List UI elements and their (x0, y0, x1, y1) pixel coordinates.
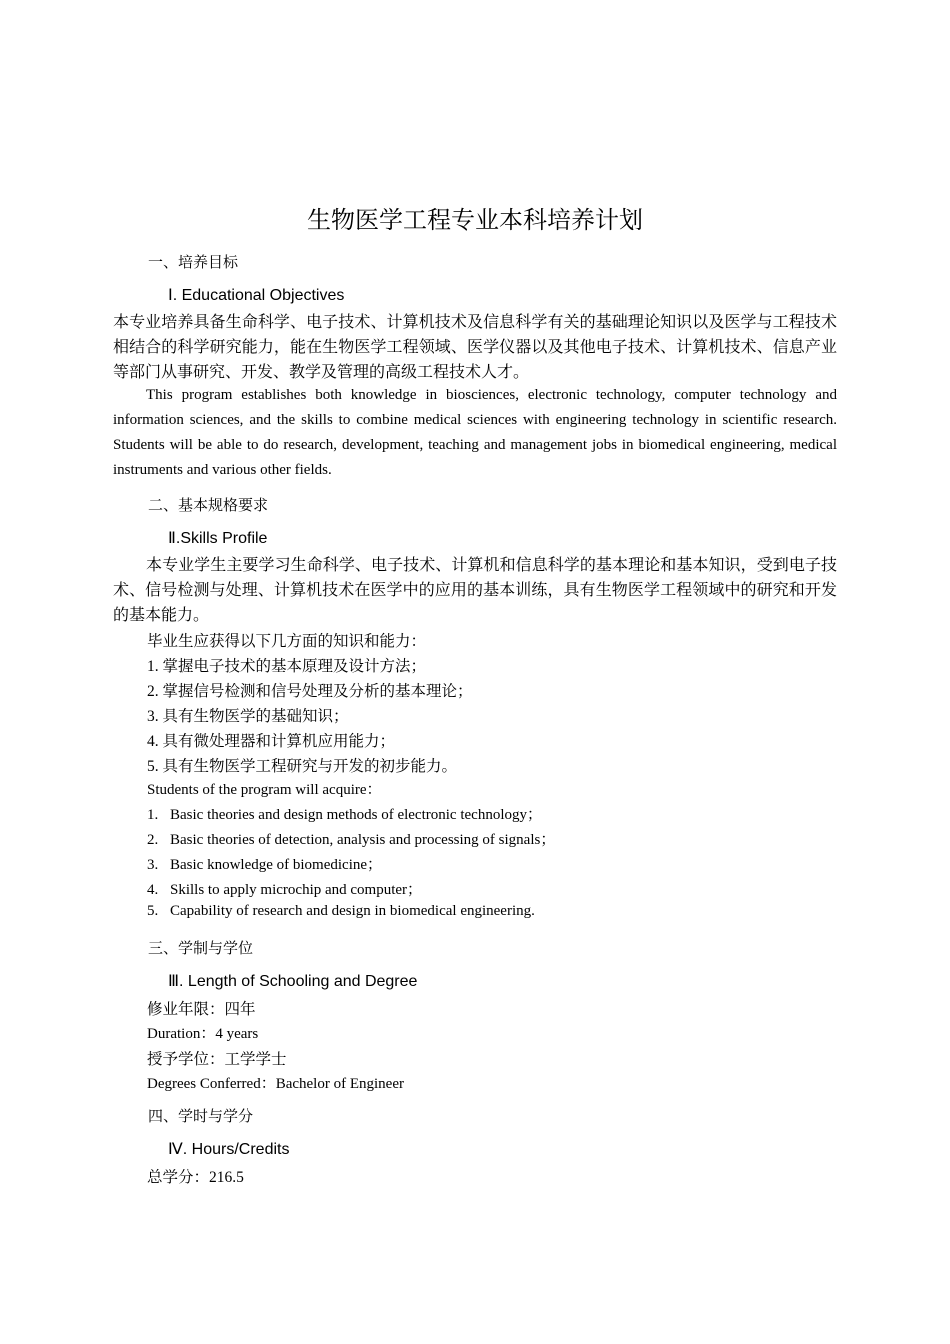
degree-en: Degrees Conferred：Bachelor of Engineer (147, 1076, 404, 1092)
cn-list-intro: 毕业生应获得以下几方面的知识和能力： (147, 633, 427, 650)
list-item-text: 具有生物医学工程研究与开发的初步能力。 (162, 758, 458, 775)
section-1-text-en: This program establishes both knowledge in biosciences, electronic technology, computer technology and information sciences, and the skills to combine medical sciences with engineering technology in scientific research. Students will be able to do research, development, teaching and management jobs in biomedical engineering, medical instruments and various other fields. (113, 387, 837, 478)
section-2-text-cn: 本专业学生主要学习生命科学、电子技术、计算机和信息科学的基本理论和基本知识，受到电子技术、信号检测与处理、计算机技术在医学中的应用的基本训练，具有生物医学工程领域中的研究和开发的基本能力。 (113, 557, 837, 624)
list-item-number: 4. (147, 733, 159, 750)
list-item (147, 853, 382, 874)
list-item (147, 878, 422, 899)
total-credits-value: 216.5 (209, 1169, 244, 1186)
list-item-text: Basic theories and design methods of electronic technology； (170, 807, 542, 823)
list-item-text: Basic knowledge of biomedicine； (170, 857, 383, 873)
list-item-text: Skills to apply microchip and computer； (170, 882, 423, 898)
section-1-text-cn: 本专业培养具备生命科学、电子技术、计算机技术及信息科学有关的基础理论知识以及医学与工程技术相结合的科学研究能力，能在生物医学工程领域、医学仪器以及其他电子技术、计算机技术、信息产业等部门从事研究、开发、教学及管理的高级工程技术人才。 (113, 314, 837, 381)
list-item-number: 5. (147, 903, 159, 919)
list-item (147, 729, 395, 751)
list-item (147, 828, 555, 849)
list-item-number: 5. (147, 758, 159, 775)
section-3-heading-en: Ⅲ. Length of Schooling and Degree (168, 973, 418, 990)
list-item (147, 679, 473, 701)
list-item-number: 3. (147, 708, 159, 725)
list-item (147, 803, 542, 824)
list-item-text: 掌握信号检测和信号处理及分析的基本理论； (162, 683, 473, 700)
list-item-number: 2. (147, 832, 159, 848)
list-item-text: 具有微处理器和计算机应用能力； (162, 733, 396, 750)
list-item-text: 具有生物医学的基础知识； (162, 708, 349, 725)
section-2-heading-cn: 二、基本规格要求 (148, 497, 269, 514)
total-credits (147, 1165, 244, 1187)
section-1-heading-en: Ⅰ. Educational Objectives (168, 287, 345, 304)
list-item-number: 1. (147, 658, 159, 675)
total-credits-label: 总学分： (147, 1169, 210, 1186)
list-item-text: Basic theories of detection, analysis and processing of signals； (170, 832, 556, 848)
list-item (147, 754, 457, 776)
section-4-heading-en: Ⅳ. Hours/Credits (168, 1141, 290, 1158)
en-list-intro: Students of the program will acquire： (147, 782, 382, 798)
section-4-heading-cn: 四、学时与学分 (148, 1108, 254, 1125)
section-3-heading-cn: 三、学制与学位 (148, 940, 254, 957)
list-item (147, 903, 535, 920)
list-item-number: 1. (147, 807, 159, 823)
list-item-text: 掌握电子技术的基本原理及设计方法； (162, 658, 427, 675)
list-item (147, 704, 349, 726)
list-item-text: Capability of research and design in biomedical engineering. (170, 903, 535, 919)
duration-en: Duration：4 years (147, 1026, 259, 1042)
section-2-heading-en: Ⅱ.Skills Profile (168, 530, 268, 547)
degree-cn: 授予学位：工学学士 (147, 1051, 287, 1068)
list-item (147, 654, 426, 676)
duration-cn: 修业年限：四年 (147, 1001, 256, 1018)
list-item-number: 4. (147, 882, 159, 898)
page-title: 生物医学工程专业本科培养计划 (307, 207, 643, 234)
section-1-heading-cn: 一、培养目标 (148, 254, 239, 271)
list-item-number: 3. (147, 857, 159, 873)
list-item-number: 2. (147, 683, 159, 700)
